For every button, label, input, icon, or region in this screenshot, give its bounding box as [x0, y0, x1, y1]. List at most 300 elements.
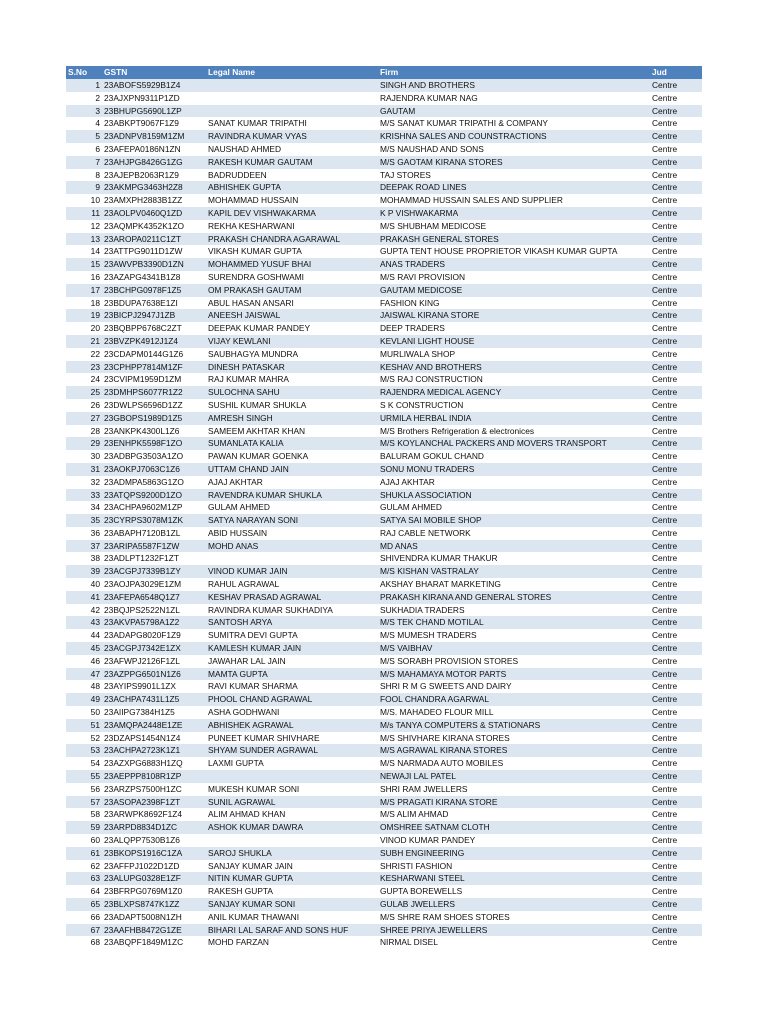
table-row	[66, 744, 702, 757]
table-row	[66, 821, 702, 834]
cell-jud: Centre	[650, 322, 702, 335]
cell-firm: DEEP TRADERS	[378, 322, 650, 335]
cell-jud: Centre	[650, 527, 702, 540]
cell-gstn: 23ABAPH7120B1ZL	[102, 527, 206, 540]
cell-gstn: 23AQMPK4352K1ZO	[102, 220, 206, 233]
cell-firm: RAJENDRA KUMAR NAG	[378, 92, 650, 105]
cell-jud: Centre	[650, 783, 702, 796]
cell-jud: Centre	[650, 898, 702, 911]
table-row	[66, 412, 702, 425]
cell-sno: 20	[66, 322, 102, 335]
cell-gstn: 23AKMPG3463H2Z8	[102, 181, 206, 194]
cell-sno: 36	[66, 527, 102, 540]
cell-firm: SHRI RAM JWELLERS	[378, 783, 650, 796]
cell-jud: Centre	[650, 796, 702, 809]
cell-gstn: 23CPHPP7814M1ZF	[102, 361, 206, 374]
cell-sno: 47	[66, 668, 102, 681]
cell-legal-name: SULOCHNA SAHU	[206, 386, 378, 399]
table-row	[66, 207, 702, 220]
cell-gstn: 23AEPPP8108R1ZP	[102, 770, 206, 783]
table-row	[66, 591, 702, 604]
table-row	[66, 386, 702, 399]
cell-jud: Centre	[650, 258, 702, 271]
cell-gstn: 23BDUPA7638E1ZI	[102, 297, 206, 310]
table-row	[66, 885, 702, 898]
cell-legal-name: ASHOK KUMAR DAWRA	[206, 821, 378, 834]
table-row	[66, 629, 702, 642]
cell-jud: Centre	[650, 463, 702, 476]
cell-legal-name: NAUSHAD AHMED	[206, 143, 378, 156]
cell-firm: SHIVENDRA KUMAR THAKUR	[378, 552, 650, 565]
cell-sno: 43	[66, 616, 102, 629]
cell-sno: 3	[66, 105, 102, 118]
table-row	[66, 604, 702, 617]
cell-gstn: 23ACGPJ7339B1ZY	[102, 565, 206, 578]
table-row	[66, 130, 702, 143]
table-row	[66, 463, 702, 476]
cell-jud: Centre	[650, 744, 702, 757]
cell-legal-name: RAHUL AGRAWAL	[206, 578, 378, 591]
cell-legal-name: SUSHIL KUMAR SHUKLA	[206, 399, 378, 412]
cell-sno: 11	[66, 207, 102, 220]
table-row	[66, 245, 702, 258]
cell-legal-name: SANAT KUMAR TRIPATHI	[206, 117, 378, 130]
cell-jud: Centre	[650, 297, 702, 310]
cell-sno: 28	[66, 425, 102, 438]
table-row	[66, 489, 702, 502]
cell-jud: Centre	[650, 872, 702, 885]
cell-sno: 68	[66, 936, 102, 949]
table-row	[66, 361, 702, 374]
cell-gstn: 23ALUPG0328E1ZF	[102, 872, 206, 885]
table-row	[66, 322, 702, 335]
cell-firm: VINOD KUMAR PANDEY	[378, 834, 650, 847]
cell-firm: ANAS TRADERS	[378, 258, 650, 271]
cell-jud: Centre	[650, 885, 702, 898]
table-row	[66, 117, 702, 130]
cell-legal-name: SAUBHAGYA MUNDRA	[206, 348, 378, 361]
cell-jud: Centre	[650, 936, 702, 949]
header-row	[66, 66, 702, 79]
cell-sno: 51	[66, 719, 102, 732]
cell-sno: 58	[66, 808, 102, 821]
cell-sno: 10	[66, 194, 102, 207]
cell-legal-name: SANTOSH ARYA	[206, 616, 378, 629]
cell-firm: OMSHREE SATNAM CLOTH	[378, 821, 650, 834]
cell-legal-name: ABHISHEK GUPTA	[206, 181, 378, 194]
cell-legal-name: MOHAMMAD HUSSAIN	[206, 194, 378, 207]
cell-gstn: 23ARWPK8692F1Z4	[102, 808, 206, 821]
table-row	[66, 655, 702, 668]
cell-firm: PRAKASH GENERAL STORES	[378, 233, 650, 246]
cell-legal-name: MOHD ANAS	[206, 540, 378, 553]
cell-legal-name: DINESH PATASKAR	[206, 361, 378, 374]
cell-sno: 13	[66, 233, 102, 246]
cell-sno: 37	[66, 540, 102, 553]
cell-firm: M/S AGRAWAL KIRANA STORES	[378, 744, 650, 757]
cell-gstn: 23AFEPA0186N1ZN	[102, 143, 206, 156]
table-row	[66, 860, 702, 873]
cell-firm: M/S GAOTAM KIRANA STORES	[378, 156, 650, 169]
cell-legal-name: MOHD FARZAN	[206, 936, 378, 949]
cell-sno: 15	[66, 258, 102, 271]
cell-jud: Centre	[650, 565, 702, 578]
cell-sno: 21	[66, 335, 102, 348]
cell-gstn: 23ASOPA2398F1ZT	[102, 796, 206, 809]
table-row	[66, 194, 702, 207]
table-row	[66, 527, 702, 540]
table-row	[66, 616, 702, 629]
cell-jud: Centre	[650, 591, 702, 604]
table-row	[66, 757, 702, 770]
cell-legal-name: SANJAY KUMAR SONI	[206, 898, 378, 911]
cell-gstn: 23CYRPS3078M1ZK	[102, 514, 206, 527]
cell-legal-name: VINOD KUMAR JAIN	[206, 565, 378, 578]
cell-firm: M/S KOYLANCHAL PACKERS AND MOVERS TRANSPORT	[378, 437, 650, 450]
cell-firm: GULAM AHMED	[378, 501, 650, 514]
cell-jud: Centre	[650, 156, 702, 169]
cell-legal-name: RAVENDRA KUMAR SHUKLA	[206, 489, 378, 502]
cell-firm: M/S. MAHADEO FLOUR MILL	[378, 706, 650, 719]
table-row	[66, 284, 702, 297]
cell-legal-name: PUNEET KUMAR SHIVHARE	[206, 732, 378, 745]
cell-firm: K P VISHWAKARMA	[378, 207, 650, 220]
table-row	[66, 872, 702, 885]
cell-jud: Centre	[650, 361, 702, 374]
cell-legal-name	[206, 92, 378, 105]
cell-legal-name: VIKASH KUMAR GUPTA	[206, 245, 378, 258]
cell-firm: NEWAJI LAL PATEL	[378, 770, 650, 783]
cell-sno: 19	[66, 309, 102, 322]
table-row	[66, 540, 702, 553]
cell-sno: 26	[66, 399, 102, 412]
cell-jud: Centre	[650, 911, 702, 924]
header-jud: Jud	[650, 66, 702, 79]
cell-firm: KESHAV AND BROTHERS	[378, 361, 650, 374]
table-row	[66, 514, 702, 527]
table-row	[66, 156, 702, 169]
cell-gstn: 23BLXPS8747K1ZZ	[102, 898, 206, 911]
cell-legal-name: ASHA GODHWANI	[206, 706, 378, 719]
table-row	[66, 936, 702, 949]
cell-legal-name	[206, 552, 378, 565]
cell-sno: 39	[66, 565, 102, 578]
cell-gstn: 23AJEPB2063R1Z9	[102, 169, 206, 182]
table-row	[66, 220, 702, 233]
cell-gstn: 23BKOPS1916C1ZA	[102, 847, 206, 860]
table-row	[66, 911, 702, 924]
cell-legal-name: OM PRAKASH GAUTAM	[206, 284, 378, 297]
cell-jud: Centre	[650, 207, 702, 220]
cell-firm: GUPTA BOREWELLS	[378, 885, 650, 898]
cell-legal-name: SAROJ SHUKLA	[206, 847, 378, 860]
cell-jud: Centre	[650, 668, 702, 681]
cell-firm: M/S TEK CHAND MOTILAL	[378, 616, 650, 629]
cell-firm: BALURAM GOKUL CHAND	[378, 450, 650, 463]
cell-gstn: 23AWVPB3390D1ZN	[102, 258, 206, 271]
cell-firm: SINGH AND BROTHERS	[378, 79, 650, 92]
cell-sno: 34	[66, 501, 102, 514]
cell-legal-name: RAVINDRA KUMAR SUKHADIYA	[206, 604, 378, 617]
cell-sno: 17	[66, 284, 102, 297]
cell-jud: Centre	[650, 514, 702, 527]
cell-legal-name: SATYA NARAYAN SONI	[206, 514, 378, 527]
cell-jud: Centre	[650, 834, 702, 847]
cell-gstn: 23ABOFS5929B1Z4	[102, 79, 206, 92]
cell-firm: SHRI R M G SWEETS AND DAIRY	[378, 680, 650, 693]
cell-firm: GULAB JWELLERS	[378, 898, 650, 911]
cell-gstn: 23DZAPS1454N1Z4	[102, 732, 206, 745]
cell-legal-name: MUKESH KUMAR SONI	[206, 783, 378, 796]
cell-firm: M/S KISHAN VASTRALAY	[378, 565, 650, 578]
cell-sno: 42	[66, 604, 102, 617]
cell-firm: MOHAMMAD HUSSAIN SALES AND SUPPLIER	[378, 194, 650, 207]
cell-firm: M/S RAJ CONSTRUCTION	[378, 373, 650, 386]
cell-sno: 49	[66, 693, 102, 706]
cell-legal-name: SUNIL AGRAWAL	[206, 796, 378, 809]
cell-jud: Centre	[650, 642, 702, 655]
header-legal-name: Legal Name	[206, 66, 378, 79]
cell-sno: 50	[66, 706, 102, 719]
cell-gstn: 23ADNPV8159M1ZM	[102, 130, 206, 143]
cell-jud: Centre	[650, 399, 702, 412]
cell-firm: KEVLANI LIGHT HOUSE	[378, 335, 650, 348]
cell-sno: 45	[66, 642, 102, 655]
cell-sno: 64	[66, 885, 102, 898]
cell-gstn: 23AIIPG7384H1Z5	[102, 706, 206, 719]
cell-jud: Centre	[650, 412, 702, 425]
cell-legal-name	[206, 770, 378, 783]
table-row	[66, 719, 702, 732]
cell-gstn: 23AOKPJ7063C1Z6	[102, 463, 206, 476]
cell-gstn: 23AKVPA5798A1Z2	[102, 616, 206, 629]
cell-sno: 7	[66, 156, 102, 169]
cell-legal-name: JAWAHAR LAL JAIN	[206, 655, 378, 668]
cell-firm: MURLIWALA SHOP	[378, 348, 650, 361]
cell-sno: 4	[66, 117, 102, 130]
cell-gstn: 23CDAPM0144G1Z6	[102, 348, 206, 361]
cell-legal-name: ABID HUSSAIN	[206, 527, 378, 540]
cell-sno: 16	[66, 271, 102, 284]
table-row	[66, 348, 702, 361]
cell-legal-name: SHYAM SUNDER AGRAWAL	[206, 744, 378, 757]
cell-legal-name: RAVI KUMAR SHARMA	[206, 680, 378, 693]
cell-legal-name: KAPIL DEV VISHWAKARMA	[206, 207, 378, 220]
cell-jud: Centre	[650, 437, 702, 450]
cell-jud: Centre	[650, 770, 702, 783]
table-row	[66, 105, 702, 118]
cell-sno: 8	[66, 169, 102, 182]
cell-jud: Centre	[650, 309, 702, 322]
table-row	[66, 642, 702, 655]
cell-legal-name: MAMTA GUPTA	[206, 668, 378, 681]
cell-firm: SHRISTI FASHION	[378, 860, 650, 873]
header-firm: Firm	[378, 66, 650, 79]
cell-firm: NIRMAL DISEL	[378, 936, 650, 949]
cell-legal-name: AMRESH SINGH	[206, 412, 378, 425]
cell-gstn: 23ARZPS7500H1ZC	[102, 783, 206, 796]
cell-jud: Centre	[650, 552, 702, 565]
table-row	[66, 706, 702, 719]
cell-jud: Centre	[650, 130, 702, 143]
table-row	[66, 578, 702, 591]
table-row	[66, 783, 702, 796]
cell-gstn: 23ADAPT5008N1ZH	[102, 911, 206, 924]
cell-gstn: 23AHJPG8426G1ZG	[102, 156, 206, 169]
cell-gstn: 23BCHPG0978F1Z5	[102, 284, 206, 297]
cell-gstn: 23ADMPA5863G1ZO	[102, 476, 206, 489]
cell-jud: Centre	[650, 284, 702, 297]
cell-legal-name: ALIM AHMAD KHAN	[206, 808, 378, 821]
cell-jud: Centre	[650, 655, 702, 668]
cell-legal-name: SURENDRA GOSHWAMI	[206, 271, 378, 284]
cell-jud: Centre	[650, 181, 702, 194]
cell-gstn: 23BFRPG0769M1Z0	[102, 885, 206, 898]
table-row	[66, 373, 702, 386]
cell-firm: M/S SORABH PROVISION STORES	[378, 655, 650, 668]
cell-gstn: 23AFEPA6548Q1Z7	[102, 591, 206, 604]
cell-firm: SATYA SAI MOBILE SHOP	[378, 514, 650, 527]
cell-legal-name: SAMEEM AKHTAR KHAN	[206, 425, 378, 438]
table-row	[66, 271, 702, 284]
cell-gstn: 23GBOPS1989D1Z5	[102, 412, 206, 425]
cell-firm: GAUTAM	[378, 105, 650, 118]
table-row	[66, 565, 702, 578]
table-row	[66, 309, 702, 322]
cell-firm: S K CONSTRUCTION	[378, 399, 650, 412]
table-row	[66, 693, 702, 706]
cell-sno: 6	[66, 143, 102, 156]
cell-legal-name: ANEESH JAISWAL	[206, 309, 378, 322]
cell-firm: URMILA HERBAL INDIA	[378, 412, 650, 425]
cell-sno: 5	[66, 130, 102, 143]
cell-legal-name: RAKESH KUMAR GAUTAM	[206, 156, 378, 169]
cell-jud: Centre	[650, 92, 702, 105]
table-row	[66, 732, 702, 745]
table-row	[66, 501, 702, 514]
cell-jud: Centre	[650, 578, 702, 591]
cell-firm: MD ANAS	[378, 540, 650, 553]
cell-sno: 66	[66, 911, 102, 924]
cell-gstn: 23DWLPS6596D1ZZ	[102, 399, 206, 412]
cell-sno: 35	[66, 514, 102, 527]
cell-sno: 14	[66, 245, 102, 258]
cell-firm: SHUKLA ASSOCIATION	[378, 489, 650, 502]
cell-sno: 22	[66, 348, 102, 361]
cell-legal-name: PAWAN KUMAR GOENKA	[206, 450, 378, 463]
table-row	[66, 143, 702, 156]
cell-sno: 40	[66, 578, 102, 591]
cell-jud: Centre	[650, 169, 702, 182]
cell-jud: Centre	[650, 373, 702, 386]
table-body	[66, 79, 702, 949]
table-row	[66, 258, 702, 271]
table-row	[66, 425, 702, 438]
cell-sno: 60	[66, 834, 102, 847]
cell-legal-name: DEEPAK KUMAR PANDEY	[206, 322, 378, 335]
cell-sno: 2	[66, 92, 102, 105]
cell-gstn: 23ANKPK4300L1Z6	[102, 425, 206, 438]
table-row	[66, 552, 702, 565]
cell-jud: Centre	[650, 194, 702, 207]
cell-jud: Centre	[650, 680, 702, 693]
cell-legal-name: SUMITRA DEVI GUPTA	[206, 629, 378, 642]
cell-sno: 38	[66, 552, 102, 565]
cell-jud: Centre	[650, 348, 702, 361]
cell-gstn: 23AFWPJ2126F1ZL	[102, 655, 206, 668]
cell-sno: 9	[66, 181, 102, 194]
cell-firm: KRISHNA SALES AND COUNSTRACTIONS	[378, 130, 650, 143]
cell-firm: M/S Brothers Refrigeration & electronices	[378, 425, 650, 438]
cell-legal-name: VIJAY KEWLANI	[206, 335, 378, 348]
cell-firm: SUKHADIA TRADERS	[378, 604, 650, 617]
table-row	[66, 796, 702, 809]
table-row	[66, 92, 702, 105]
cell-sno: 41	[66, 591, 102, 604]
cell-firm: DEEPAK ROAD LINES	[378, 181, 650, 194]
cell-gstn: 23AMQPA2448E1ZE	[102, 719, 206, 732]
cell-jud: Centre	[650, 79, 702, 92]
cell-jud: Centre	[650, 105, 702, 118]
cell-firm: RAJENDRA MEDICAL AGENCY	[378, 386, 650, 399]
table-row	[66, 847, 702, 860]
cell-gstn: 23ACHPA7431L1Z5	[102, 693, 206, 706]
cell-legal-name: GULAM AHMED	[206, 501, 378, 514]
cell-gstn: 23AZAPG4341B1Z8	[102, 271, 206, 284]
table-row	[66, 437, 702, 450]
table-row	[66, 399, 702, 412]
cell-sno: 56	[66, 783, 102, 796]
cell-legal-name: LAXMI GUPTA	[206, 757, 378, 770]
cell-jud: Centre	[650, 629, 702, 642]
table-row	[66, 79, 702, 92]
cell-legal-name	[206, 105, 378, 118]
cell-legal-name: NITIN KUMAR GUPTA	[206, 872, 378, 885]
cell-jud: Centre	[650, 757, 702, 770]
cell-legal-name	[206, 79, 378, 92]
cell-firm: M/S SHIVHARE KIRANA STORES	[378, 732, 650, 745]
cell-gstn: 23CVIPM1959D1ZM	[102, 373, 206, 386]
cell-jud: Centre	[650, 501, 702, 514]
table-row	[66, 834, 702, 847]
cell-legal-name: PHOOL CHAND AGRAWAL	[206, 693, 378, 706]
cell-gstn: 23AYIPS9901L1ZX	[102, 680, 206, 693]
cell-sno: 53	[66, 744, 102, 757]
cell-jud: Centre	[650, 335, 702, 348]
cell-sno: 31	[66, 463, 102, 476]
cell-legal-name: SANJAY KUMAR JAIN	[206, 860, 378, 873]
cell-legal-name: ABHISHEK AGRAWAL	[206, 719, 378, 732]
cell-firm: M/S SANAT KUMAR TRIPATHI & COMPANY	[378, 117, 650, 130]
header-sno: S.No	[66, 66, 102, 79]
cell-legal-name	[206, 834, 378, 847]
cell-gstn: 23ATTPG9011D1ZW	[102, 245, 206, 258]
cell-firm: GUPTA TENT HOUSE PROPRIETOR VIKASH KUMAR GUPTA	[378, 245, 650, 258]
table-row	[66, 335, 702, 348]
cell-gstn: 23ACGPJ7342E1ZX	[102, 642, 206, 655]
cell-jud: Centre	[650, 245, 702, 258]
table-row	[66, 668, 702, 681]
cell-gstn: 23ACHPA9602M1ZP	[102, 501, 206, 514]
cell-sno: 12	[66, 220, 102, 233]
cell-gstn: 23ADBPG3503A1ZO	[102, 450, 206, 463]
gstn-dealer-table	[66, 66, 702, 949]
table-row	[66, 169, 702, 182]
cell-legal-name: AJAJ AKHTAR	[206, 476, 378, 489]
cell-legal-name: SUMANLATA KALIA	[206, 437, 378, 450]
header-gstn: GSTN	[102, 66, 206, 79]
cell-gstn: 23ABKPT9067F1Z9	[102, 117, 206, 130]
